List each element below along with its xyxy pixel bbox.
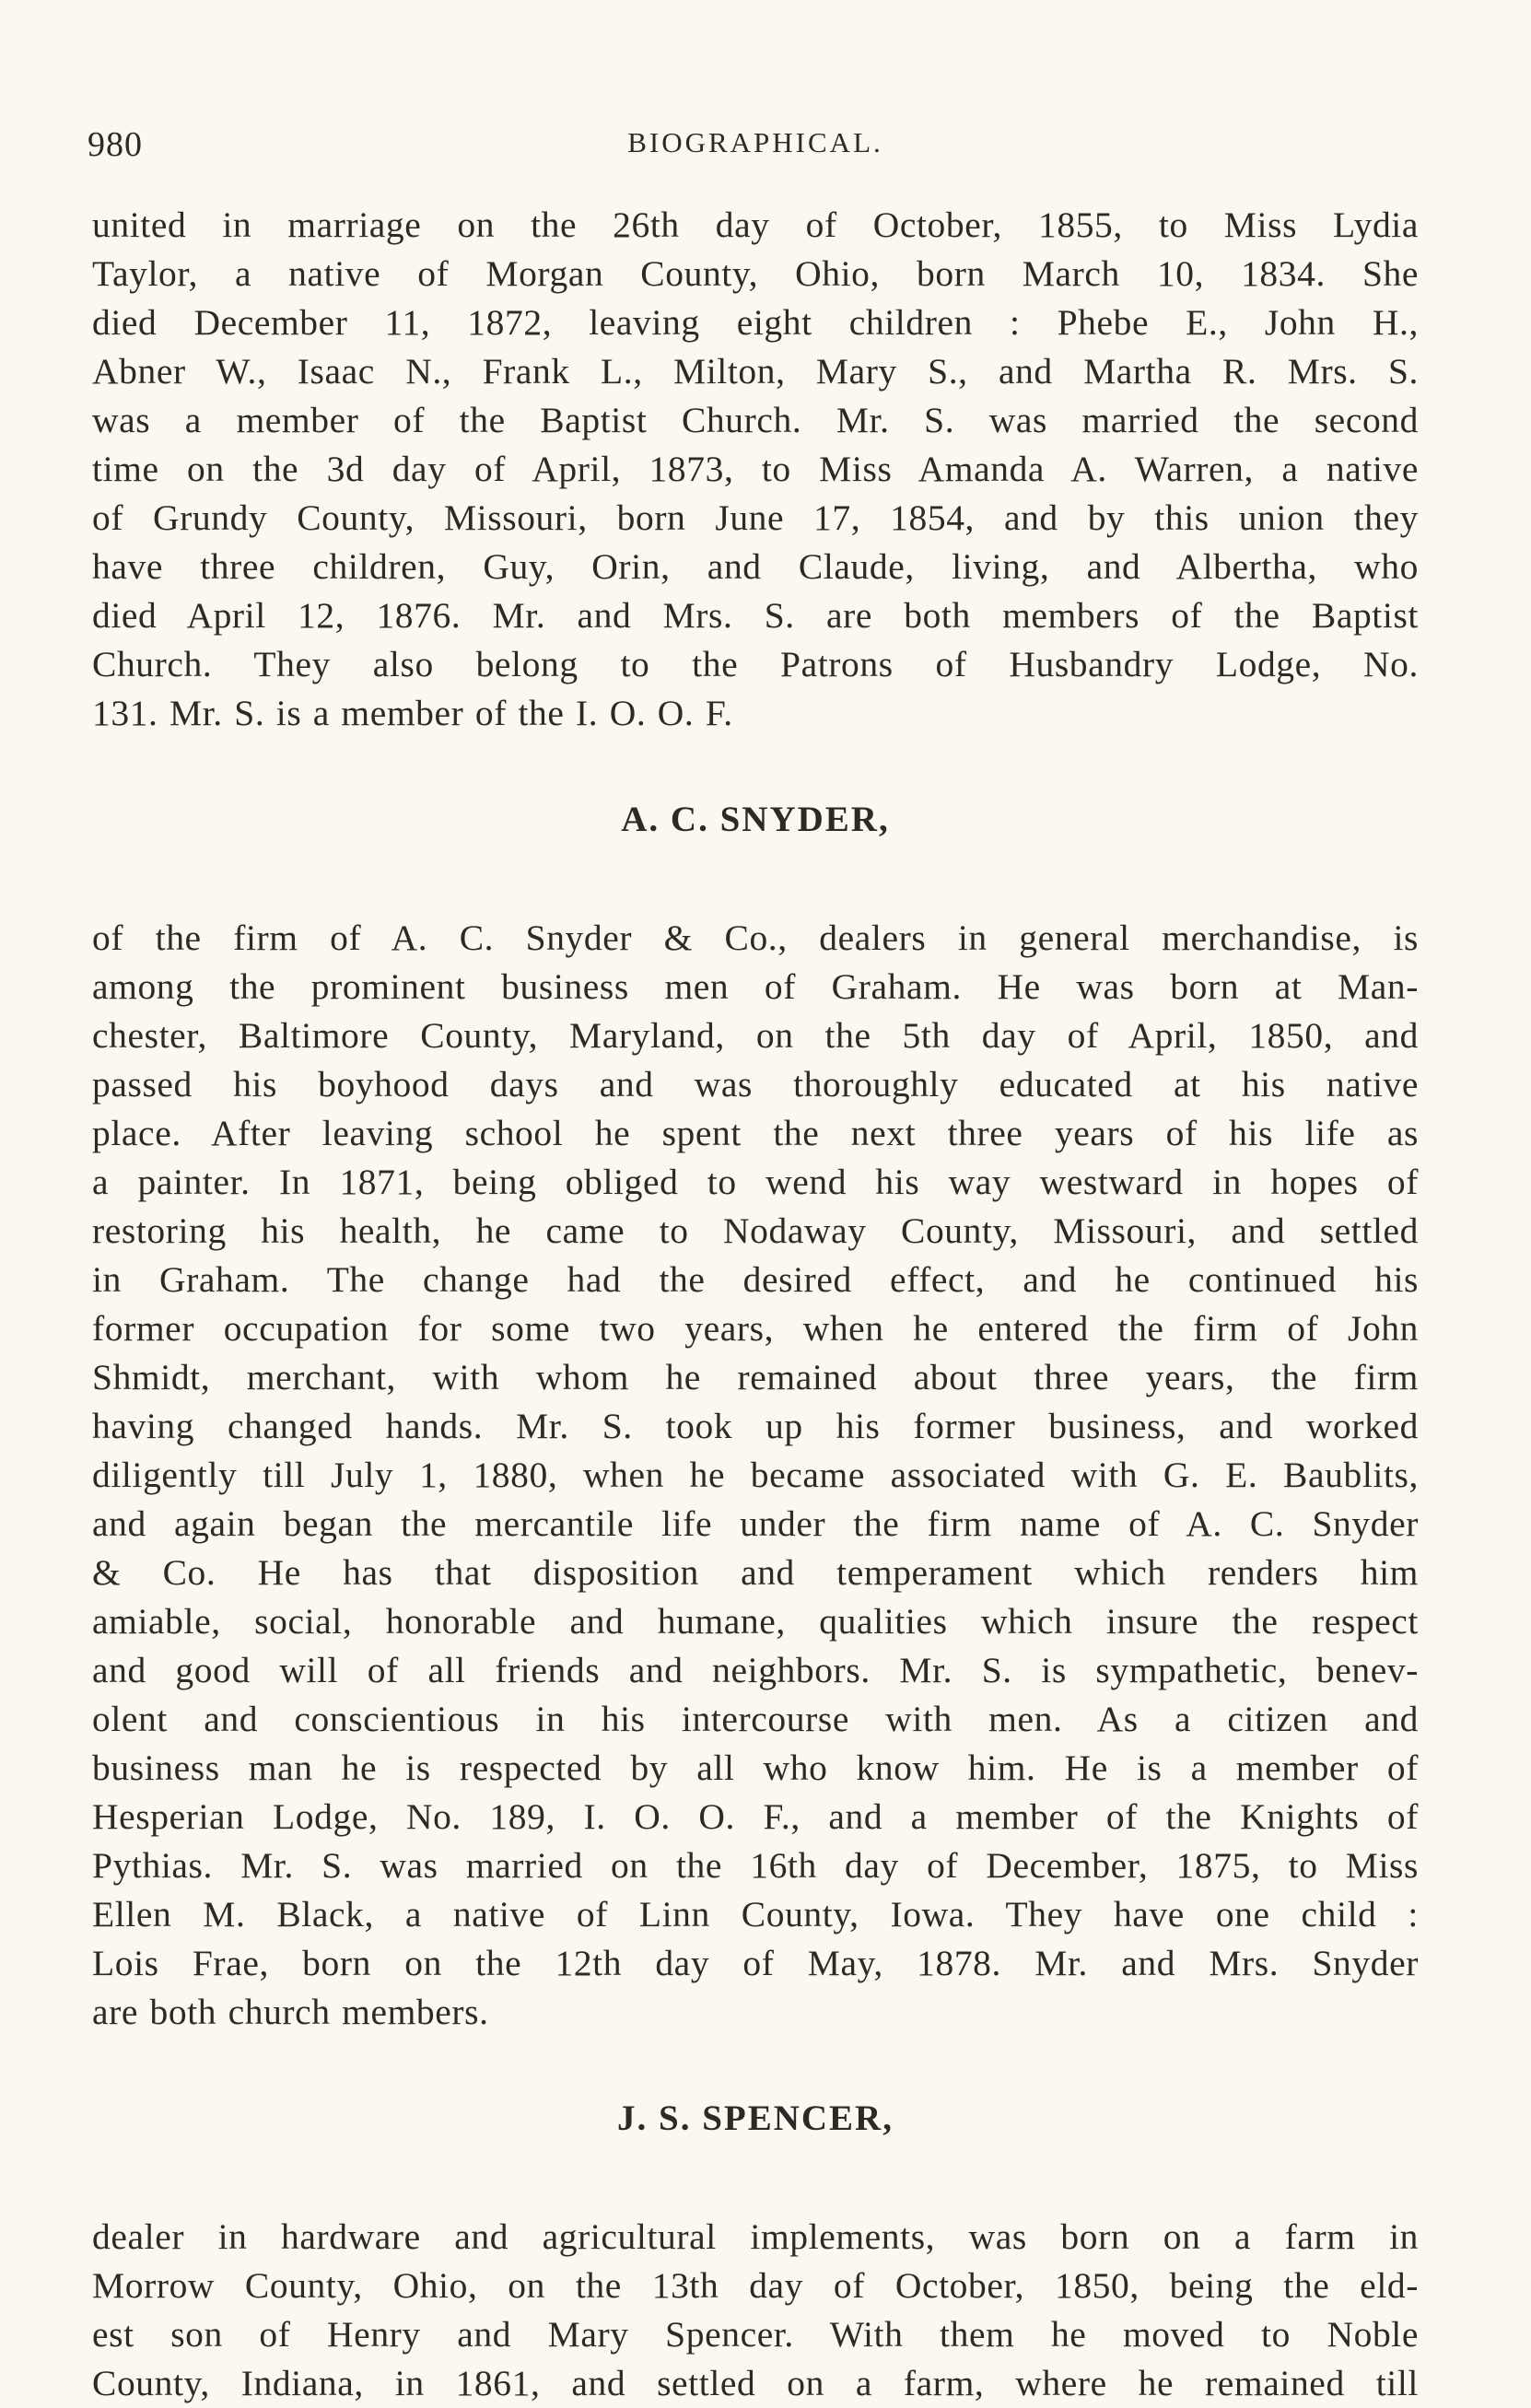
text-line: Shmidt, merchant, with whom he remained about three years, the firm: [92, 1357, 1419, 1397]
text-line: was a member of the Baptist Church. Mr. S. was married the second: [92, 400, 1419, 440]
text-line: amiable, social, honorable and humane, qualities which insure the respect: [92, 1601, 1419, 1642]
text-line: former occupation for some two years, when he entered the firm of John: [92, 1308, 1419, 1349]
text-line: died April 12, 1876. Mr. and Mrs. S. are both members of the Baptist: [92, 595, 1419, 636]
text-line: having changed hands. Mr. S. took up his former business, and worked: [92, 1406, 1419, 1446]
text-line: dealer in hardware and agricultural implements, was born on a farm in: [92, 2216, 1419, 2257]
text-line: & Co. He has that disposition and temperament which renders him: [92, 1552, 1419, 1593]
text-line: and good will of all friends and neighbors. Mr. S. is sympathetic, benev-: [92, 1650, 1419, 1690]
spencer-biography: [92, 2094, 1419, 2408]
snyder-biography: [92, 795, 1419, 2037]
text-line: Ellen M. Black, a native of Linn County, Iowa. They have one child :: [92, 1894, 1419, 1935]
text-line: Hesperian Lodge, No. 189, I. O. O. F., and a member of the Knights of: [92, 1796, 1419, 1837]
text-line: among the prominent business men of Graham. He was born at Man-: [92, 966, 1419, 1007]
text-line: of Grundy County, Missouri, born June 17, 1854, and by this union they: [92, 497, 1419, 538]
text-line: are both church members.: [92, 1992, 489, 2032]
text-line: Morrow County, Ohio, on the 13th day of October, 1850, being the eld-: [92, 2265, 1419, 2306]
biography-continuation: [92, 201, 1419, 738]
biography-heading: A. C. SNYDER,: [621, 800, 890, 839]
running-head-title: BIOGRAPHICAL.: [627, 126, 883, 158]
text-line: business man he is respected by all who know him. He is a member of: [92, 1748, 1419, 1788]
text-column: [92, 201, 1419, 2408]
text-line: died December 11, 1872, leaving eight children : Phebe E., John H.,: [92, 302, 1419, 343]
text-line: Church. They also belong to the Patrons of Husbandry Lodge, No.: [92, 644, 1419, 684]
text-line: of the firm of A. C. Snyder & Co., dealers in general merchandise, is: [92, 918, 1419, 958]
biography-paragraph: [92, 201, 1419, 738]
text-line: diligently till July 1, 1880, when he became associated with G. E. Baublits,: [92, 1455, 1419, 1495]
text-line: Lois Frae, born on the 12th day of May, 1878. Mr. and Mrs. Snyder: [92, 1943, 1419, 1983]
biography-paragraph: [92, 914, 1419, 2037]
page-number: 980: [88, 125, 143, 164]
text-line: and again began the mercantile life under the firm name of A. C. Snyder: [92, 1503, 1419, 1544]
biography-paragraph: [92, 2213, 1419, 2408]
text-line: have three children, Guy, Orin, and Claude, living, and Albertha, who: [92, 546, 1419, 587]
text-line: est son of Henry and Mary Spencer. With them he moved to Noble: [92, 2314, 1419, 2355]
text-line: County, Indiana, in 1861, and settled on a farm, where he remained till: [92, 2363, 1419, 2403]
text-line: passed his boyhood days and was thoroughly educated at his native: [92, 1064, 1419, 1105]
text-line: a painter. In 1871, being obliged to wend his way westward in hopes of: [92, 1162, 1419, 1202]
running-head: [88, 124, 1423, 170]
text-line: place. After leaving school he spent the next three years of his life as: [92, 1113, 1419, 1153]
text-line: time on the 3d day of April, 1873, to Miss Amanda A. Warren, a native: [92, 449, 1419, 489]
text-line: chester, Baltimore County, Maryland, on the 5th day of April, 1850, and: [92, 1015, 1419, 1056]
text-line: Taylor, a native of Morgan County, Ohio, born March 10, 1834. She: [92, 253, 1419, 294]
text-line: restoring his health, he came to Nodaway County, Missouri, and settled: [92, 1210, 1419, 1251]
text-line: olent and conscientious in his intercourse with men. As a citizen and: [92, 1699, 1419, 1739]
text-line: united in marriage on the 26th day of October, 1855, to Miss Lydia: [92, 205, 1419, 245]
text-line: in Graham. The change had the desired effect, and he continued his: [92, 1259, 1419, 1300]
text-line: Pythias. Mr. S. was married on the 16th day of December, 1875, to Miss: [92, 1845, 1419, 1886]
biography-heading: J. S. SPENCER,: [617, 2098, 894, 2138]
text-line: Abner W., Isaac N., Frank L., Milton, Mary S., and Martha R. Mrs. S.: [92, 351, 1419, 392]
text-line: 131. Mr. S. is a member of the I. O. O. F.: [92, 693, 733, 733]
